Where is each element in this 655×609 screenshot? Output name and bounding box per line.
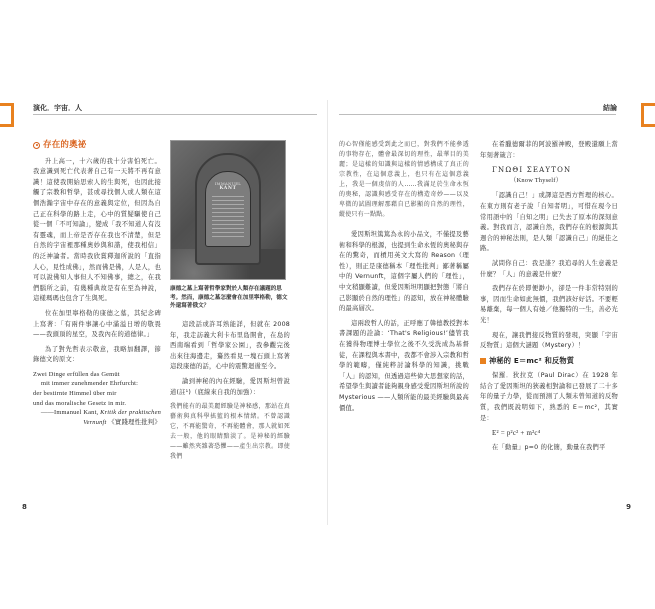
- photo-caption: 康德之墓上寫著哲學家對於人類存在議題的思考。然而，康德之墓怎麼會在加里寧格勒，德文外還寫著俄文？: [170, 286, 288, 310]
- plaque-head: IMMANUEL: [214, 181, 242, 186]
- left-page-number: 8: [22, 503, 27, 511]
- section-title-text: 存在的奧祕: [43, 140, 87, 150]
- gutter: [327, 100, 328, 525]
- left-page-col1: [33, 140, 161, 427]
- paragraph: 在「動量」p=0 的化簡，動量在我們平: [492, 443, 606, 451]
- kant-tomb-photo: [170, 140, 286, 280]
- paragraph: 現在，讓我們接反物質的發現，突顯「宇宙反物質」這個大謎題（Mystery）！: [480, 331, 618, 350]
- right-margin-tab: [641, 103, 655, 127]
- kant-quote-line: Zwei Dinge erfüllen das Gemüt: [33, 370, 120, 378]
- memorial-plaque: [205, 171, 251, 247]
- kant-quote: [33, 370, 161, 428]
- know-thyself: （Know Thyself）: [510, 176, 563, 184]
- right-header-rule: [339, 114, 616, 115]
- right-page-col2: [480, 140, 618, 457]
- subsection-heading: [480, 356, 618, 367]
- paragraph: 試問你自己：我是誰？我追尋的人生意義是什麼？「人」的意義是什麼？: [480, 259, 618, 278]
- paragraph: 愛因斯坦篤篤為永的小品文，不僅提及藝術和科學的根源，也提到生命永恆的奧秘與存在的驚奇，而槓用英文大寫的 Reason（理性），則正是康德稱本「理性批判」鄙著稱屬中的 Vernunft，這個字屬人們的「理性」，中文稍顯難讀，但愛因斯坦明顯把對態「將自己影顯於自然的理性」的認知，放在神秘體驗的最高層次。: [339, 231, 469, 313]
- kant-quote-line: mit immer zunehmender Ehrfurcht:: [41, 380, 139, 388]
- target-icon: [33, 142, 40, 149]
- einstein-quote: 我們能有的最美麗經驗是神秘感，那站在真藝術與真科學搖籃的根本情緒。不曾認識它，不再能驚奇，不再能體會，那人就如死去一般，他的眼睛黯淡了。是神秘的經驗——雖然夾雜著恐懼——產生出宗教。即使我們: [170, 403, 290, 461]
- section-title: [33, 140, 161, 151]
- paragraph: 升上高一，十六歲的我十分害怕死亡。我意識到死亡代表著自己有一天將不再有意識！這使我開始思索人的生與死，也因此接觸了宗教和哲學，甚或尋找個人或人類在這個浩瀚宇宙中存在的意義與定位，但因為自己正在科學的路上走，心中的質疑驅使自己從一個「不可知論」，變成「我不知道人有沒有靈魂，而上帝是否存在我也不清楚，但是自然的宇宙裡那種奧妙與和諧，使我相信」的泛神論者。當時我欣賞釋迦所說的「直指人心，見性成佛」，然而佛是佛，人是人，也可以說佛知人事但人不知佛事，總之，在我們腦所之前，有幾種典故是有在至為神說，這樣瑪瑪也包含了生與死。: [33, 157, 161, 303]
- bullet-square-icon: [480, 358, 486, 364]
- einstein-quote-continued: 的心智僅能感受到此之而已，對我們不能參透的事物存在，體會最深切的理性，最華目的美麗；是這樣的知識與這樣的情感構成了真正的宗教性，在這個意義上，也只有在這個意義上，我是一個虔信的人……我滿足於生命永恆的奧秘，認識與感受存在的構造奇妙——以及卑微的試圖理解那藉自已影顯的自然的理性，縱使只有一點點。: [339, 141, 469, 218]
- plaque-name: KANT: [219, 186, 237, 191]
- right-running-head: 結論: [603, 104, 617, 112]
- plaque-inscription: [212, 196, 244, 240]
- paragraph: 這段話或許耳熟能詳，但就在 2008 年，我走訪義大利卡布里島開會，在島的西南端看到「哲學家公園」，我參觀完後出來往海邊走，驀然看見一塊石頭上寫著這段康德的話，心中的震驚迴盪至今。: [170, 321, 290, 371]
- paragraph: 保羅．狄拉克（Paul Dirac）在 1928 年結合了愛因斯坦的狹義相對論和已發展了二十多年的量子力學，從而預測了人類未曾知道的反物質，我們既說明如下，熟悉的 E＝mc²，其實是：: [480, 372, 618, 422]
- left-page-col2: [170, 320, 290, 466]
- greek-inscription: ΓΝΩΘΙ ΣΕΑΥΤΟΝ: [492, 166, 572, 175]
- right-page-col1: [339, 140, 469, 418]
- paragraph: 位在加里寧格勒的康德之墓，其紀念碑上寫著：「有兩件事讓心中滿溢日增的敬畏——我頭頂的星空，及我內在的道德律。」: [33, 309, 161, 339]
- left-running-head: 演化．宇宙．人: [33, 104, 82, 112]
- left-margin-tab: [0, 103, 14, 127]
- kant-quote-author: ——Immanuel Kant, Kritik der praktischen Vernunft 《實踐理性批判》: [40, 409, 161, 426]
- kant-quote-line: der bestirnte Himmel über mir: [33, 390, 117, 398]
- subsection-heading-text: 神秘的 E＝mc² 和反物質: [489, 355, 575, 365]
- energy-formula: E² = p²c² + m²c⁴: [492, 429, 541, 438]
- paragraph: 論到神秘的內在經驗，愛因斯坦曾說道(註¹)（底線來自我的加強）：: [170, 377, 290, 396]
- right-page-number: 9: [626, 503, 631, 511]
- paragraph: 在希臘德爾菲的阿波羅神殿，登殿還願上當年刻著箴言：: [480, 141, 618, 159]
- paragraph: 我們存在於即便渺小，卻是一件非常特別的事，因而生命如此無價，我們該好好活。不要輕易離棄，每一個人有她／他獨特的一生，善必光光！: [480, 285, 618, 324]
- paragraph: 這兩段哲人的話，正呼應了韓德教授對本書課題的詮論：‘That's Religious!’儘管我在獲得物理博士學位之後不久受洗成為基督徒，在課程與本書中，我都不會涉入宗教和哲學的範疇，僅純粹討論科學的知識，挑戰「人」的認知，但透過這些偉大思想家的話，希望學生與讀者能夠親身感受愛因斯坦所說的 Mysterious ——人類所能的最美經驗與最高價值。: [339, 319, 469, 412]
- kant-quote-line: und das moralische Gesetz in mir.: [33, 399, 127, 407]
- left-header-rule: [33, 114, 317, 115]
- paragraph: 「認識自己！」或譯這是西方哲理的核心。在東方則有老子說「自知者明」，可惜在現今日常用語中的「自知之明」已失去了原本的深刻意義。對我而言，認識自然，我們存在的根源與其週合的神秘法則，是人類「認識自己」的絕佳之路。: [480, 192, 618, 253]
- paragraph: 為了對先哲表示敬意，我略加翻譯，節錄德文的原文：: [33, 345, 161, 364]
